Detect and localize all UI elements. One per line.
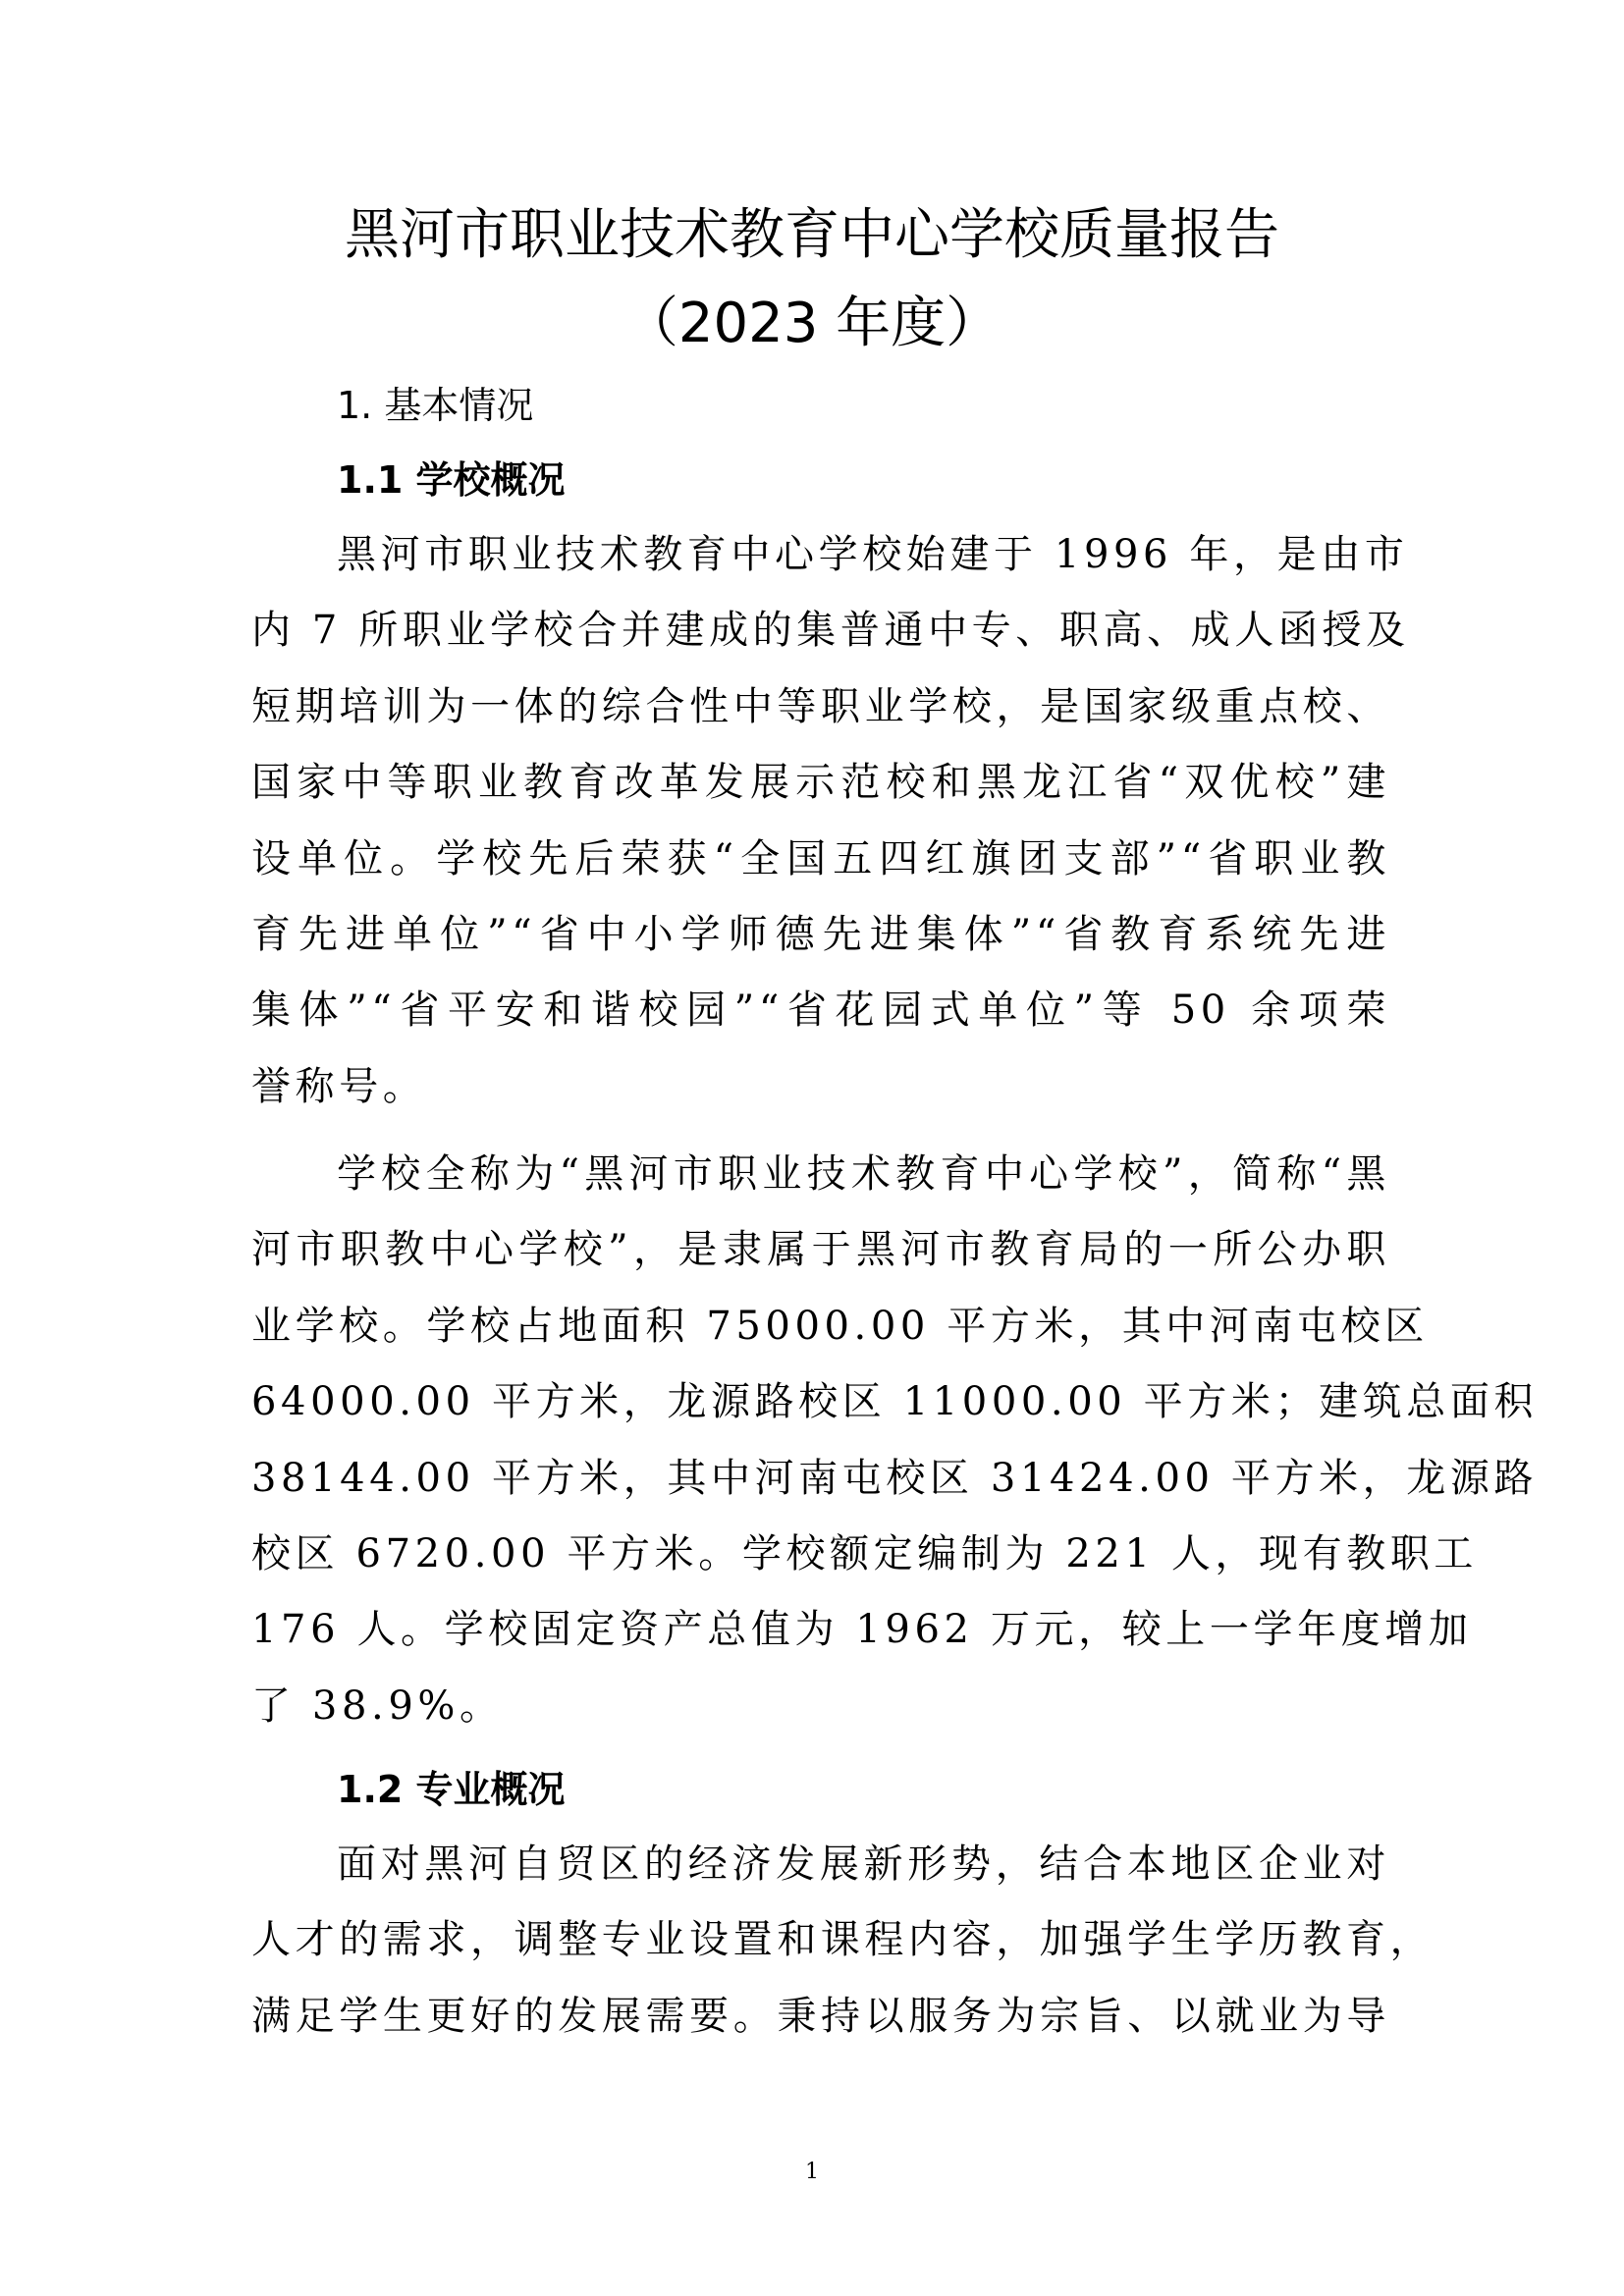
text-line: 面对黑河自贸区的经济发展新形势，结合本地区企业对: [337, 1842, 1390, 1887]
text-line: 校区 6720.00 平方米。学校额定编制为 221 人，现有教职工: [251, 1530, 1479, 1576]
section-1-heading: 1. 基本情况: [337, 384, 534, 427]
report-year: （2023 年度）: [623, 292, 1001, 355]
text-line: 了 38.9%。: [251, 1682, 504, 1729]
paragraph-school-facts: [251, 1137, 1539, 1744]
text-line: 育先进单位”“省中小学师德先进集体”“省教育系统先进: [251, 911, 1390, 957]
text-line: 集体”“省平安和谐校园”“省花园式单位”等 50 余项荣: [251, 988, 1390, 1034]
text-line: 学校全称为“黑河市职业技术教育中心学校”，简称“黑: [337, 1151, 1390, 1197]
text-line: 满足学生更好的发展需要。秉持以服务为宗旨、以就业为导: [251, 1993, 1390, 2039]
paragraph-major-overview: [251, 1827, 1435, 2055]
text-line: 内 7 所职业学校合并建成的集普通中专、职高、成人函授及: [251, 608, 1410, 654]
text-line: 河市职教中心学校”，是隶属于黑河市教育局的一所公办职: [251, 1227, 1390, 1273]
text-line: 黑河市职业技术教育中心学校始建于 1996 年，是由市: [337, 532, 1409, 577]
report-title: 黑河市职业技术教育中心学校质量报告: [345, 203, 1279, 267]
text-line: 设单位。学校先后荣获“全国五四红旗团支部”“省职业教: [251, 835, 1390, 881]
text-line: 38144.00 平方米，其中河南屯校区 31424.00 平方米，龙源路: [251, 1455, 1539, 1501]
text-line: 国家中等职业教育改革发展示范校和黑龙江省“双优校”建: [251, 760, 1390, 806]
page-number: 1: [805, 2160, 819, 2184]
text-line: 176 人。学校固定资产总值为 1962 万元，较上一学年度增加: [251, 1607, 1473, 1653]
section-1-1-heading: 1.1 学校概况: [337, 458, 566, 502]
text-line: 业学校。学校占地面积 75000.00 平方米，其中河南屯校区: [251, 1303, 1429, 1349]
section-1-2-heading: 1.2 专业概况: [337, 1768, 566, 1811]
paragraph-school-overview: [251, 517, 1410, 1125]
text-line: 人才的需求，调整专业设置和课程内容，加强学生学历教育，: [251, 1917, 1435, 1963]
text-line: 誉称号。: [251, 1063, 427, 1109]
text-line: 短期培训为一体的综合性中等职业学校，是国家级重点校、: [251, 683, 1390, 729]
text-line: 64000.00 平方米，龙源路校区 11000.00 平方米；建筑总面积: [251, 1379, 1539, 1425]
